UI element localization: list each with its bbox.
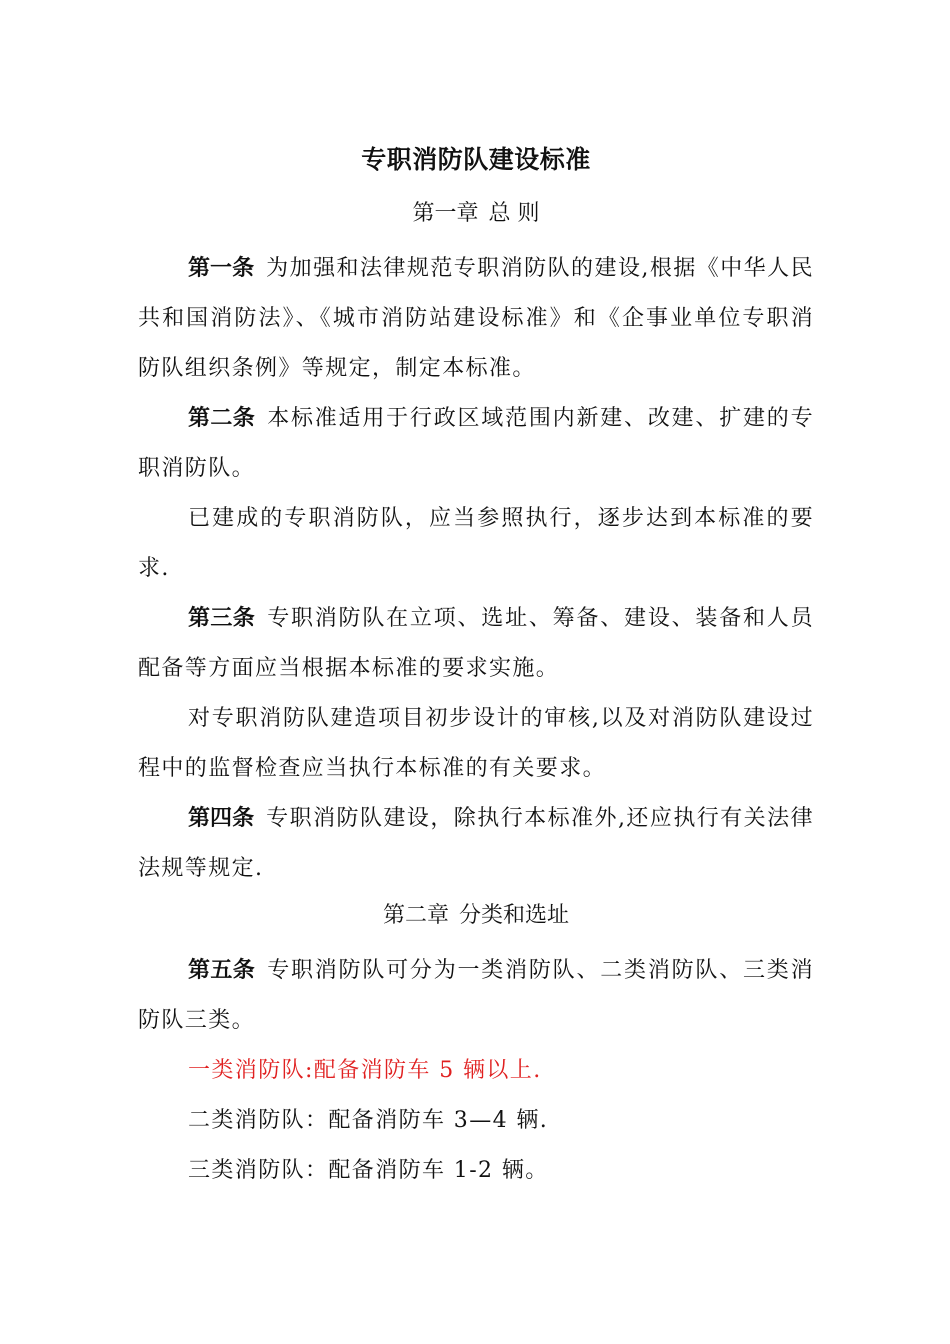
article-1-text: 为加强和法律规范专职消防队的建设,根据《中华人民共和国消防法》、《城市消防站建设标准》和《企事业单位专职消防队组织条例》等规定，制定本标准。 xyxy=(138,256,814,381)
chapter-2-label: 第二章 xyxy=(382,903,449,928)
chapter-2-name: 分类和选址 xyxy=(459,903,570,928)
document-page xyxy=(138,140,814,1196)
article-2-label: 第二条 xyxy=(188,406,256,431)
article-4-text: 专职消防队建设，除执行本标准外,还应执行有关法律法规等规定. xyxy=(138,806,814,881)
chapter-1-heading xyxy=(138,196,814,232)
article-3-paragraph-2: 对专职消防队建造项目初步设计的审核,以及对消防队建设过程中的监督检查应当执行本标准的有关要求。 xyxy=(138,706,814,781)
class-3-team: 三类消防队：配备消防车 1-2 辆。 xyxy=(188,1158,549,1183)
document-title: 专职消防队建设标准 xyxy=(361,145,591,174)
chapter-1-label: 第一章 xyxy=(412,201,479,226)
class-1-team: 一类消防队:配备消防车 5 辆以上. xyxy=(188,1058,542,1083)
article-5-label: 第五条 xyxy=(188,958,256,983)
article-2 xyxy=(138,394,814,494)
article-5-text: 专职消防队可分为一类消防队、二类消防队、三类消防队三类。 xyxy=(138,958,814,1033)
article-3 xyxy=(138,594,814,694)
class-2-team: 二类消防队：配备消防车 3—4 辆. xyxy=(188,1108,549,1133)
chapter-2-heading xyxy=(138,898,814,934)
article-1 xyxy=(138,244,814,394)
article-3-label: 第三条 xyxy=(188,606,256,631)
article-3-text: 专职消防队在立项、选址、筹备、建设、装备和人员配备等方面应当根据本标准的要求实施。 xyxy=(138,606,814,681)
article-2-paragraph-2: 已建成的专职消防队，应当参照执行，逐步达到本标准的要求. xyxy=(138,506,814,581)
article-2-text: 本标准适用于行政区域范围内新建、改建、扩建的专职消防队。 xyxy=(138,406,814,481)
article-4-label: 第四条 xyxy=(188,806,255,831)
article-4 xyxy=(138,794,814,894)
article-1-label: 第一条 xyxy=(188,256,255,281)
chapter-1-name: 总 则 xyxy=(488,201,540,226)
article-5 xyxy=(138,946,814,1046)
